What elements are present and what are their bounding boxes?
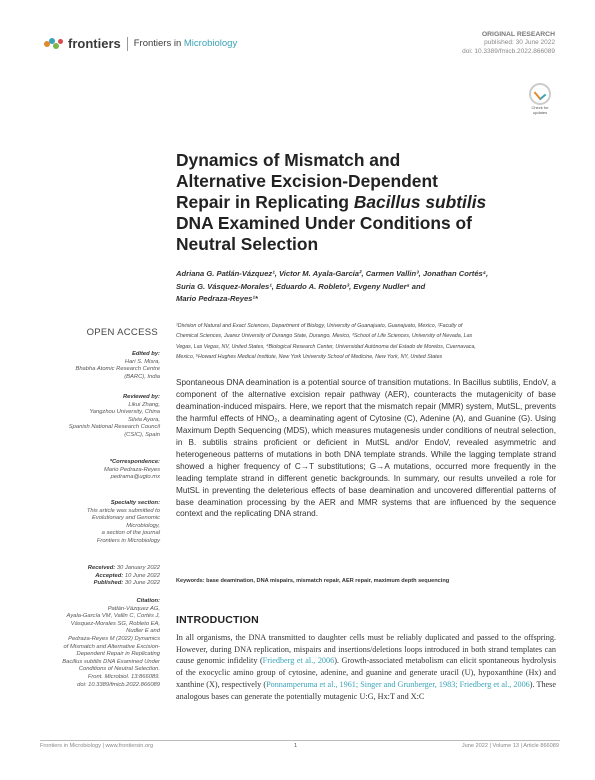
published-date-side: Published: 30 June 2022 — [93, 580, 160, 587]
specialty-label: Specialty section: — [110, 500, 160, 506]
title-line: Repair in Replicating Bacillus subtilis — [176, 192, 487, 212]
frontiers-logo[interactable] — [44, 36, 237, 51]
reviewer-line[interactable]: Silvia Ayora, — [128, 416, 160, 423]
article-meta — [462, 31, 555, 56]
received-date: Received: 30 January 2022 — [87, 565, 160, 571]
frontiers-logo-mark-icon — [44, 37, 64, 51]
citation-line: Patlán-Vázquez AG, — [107, 605, 160, 612]
affiliation-line: Vegas, Las Vegas, NV, United States, ⁴Biological Research Center, Universidad Autónoma del Estado de Morelos, Cuernavaca, — [176, 343, 476, 350]
logo-divider — [127, 37, 128, 51]
author-list — [176, 268, 556, 306]
editor-line: (BARC), India — [124, 373, 160, 380]
specialty-line: Frontiers in Microbiology — [96, 537, 160, 544]
citation-line: Ayala-García VM, Vallin C, Cortés J, — [66, 613, 160, 620]
footer-issue: June 2022 | Volume 13 | Article 866089 — [461, 743, 559, 749]
reviewed-by — [30, 394, 160, 440]
editor-line[interactable]: Hari S. Misra, — [124, 358, 160, 365]
citation-line: Front. Microbiol. 13:866089. — [87, 673, 160, 680]
affiliation-line: Chemical Sciences, Juarez University of Durango State, Durango, Mexico, ³School of Life Sciences, University of Nevada, Las — [176, 333, 473, 340]
article-type: ORIGINAL RESEARCH — [481, 31, 555, 38]
correspondent-name: Mario Pedraza-Reyes — [103, 466, 160, 473]
keywords: Keywords: base deamination, DNA mispairs, mismatch repair, AER repair, maximum depth sequencing — [176, 578, 450, 584]
citation-label: Citation: — [136, 598, 160, 604]
citation-link[interactable]: Friedberg et al., 2006 — [262, 656, 335, 666]
check-updates-icon — [529, 83, 551, 105]
authors-line[interactable]: Suria G. Vásquez-Morales¹, Eduardo A. Robleto³, Evgeny Nudler⁵ and — [176, 281, 426, 291]
page-number: 1 — [294, 743, 298, 749]
check-updates-label-2: updates — [532, 109, 548, 115]
reviewer-line[interactable]: Likui Zhang, — [128, 401, 160, 408]
citation-doi-link[interactable]: doi: 10.3389/fmicb.2022.866089 — [77, 681, 160, 688]
correspondence — [30, 459, 160, 482]
open-access-label[interactable]: OPEN ACCESS — [86, 327, 158, 338]
citation-line: Pedraza-Reyes M (2022) Dynamics — [68, 635, 160, 642]
specialty-line: This article was submitted to — [86, 507, 160, 514]
reviewed-by-label: Reviewed by: — [122, 394, 160, 400]
reviewer-line: Yangzhou University, China — [89, 409, 160, 416]
logo-word: frontiers — [68, 36, 121, 51]
citation-link[interactable]: Ponnamperuma et al., 1961; Singer and Grunberger, 1983; Friedberg et al., 2006 — [266, 679, 530, 689]
specialty-line: Microbiology, — [126, 522, 160, 529]
title-line: Alternative Excision-Dependent — [176, 171, 438, 191]
affiliation-line: ¹Division of Natural and Exact Sciences, Department of Biology, University of Guanajuato, Guanajuato, Mexico, ²Faculty of — [176, 323, 463, 329]
citation-line: of Mismatch and Alternative Excision- — [63, 643, 160, 650]
edited-by-label: Edited by: — [131, 351, 160, 357]
citation-line: Vásquez-Morales SG, Robleto EA, — [70, 620, 160, 627]
footer-divider — [40, 740, 560, 741]
introduction-text: In all organisms, the DNA transmitted to daughter cells must be reliably duplicated and passed to the offspring. However, during DNA replication, mispairs and insertions/deletions loops introduced in both strand templates can cause genomic infidelity (Friedberg et al., 2006). Growth-associated metabolism can elicit spontaneous hydrolysis of the exocyclic amino group of cytosine, adenine, and guanine and generate uracil (U), hypoxanthine (Hx) and xanthine (X), respectively (Ponnamperuma et al., 1961; Singer and Grunberger, 1983; Friedberg et al., 2006). These analogous bases can generate the potentially mutagenic U:G, Hx:T and X:C — [176, 633, 556, 701]
correspondent-email[interactable]: pedrama@ugto.mx — [110, 474, 160, 481]
title-line: Dynamics of Mismatch and — [176, 150, 401, 170]
citation-line: Conditions of Neutral Selection. — [78, 666, 160, 673]
specialty-section — [30, 500, 160, 546]
editor-line: Bhabha Atomic Research Centre — [75, 366, 160, 373]
title-line: DNA Examined Under Conditions of — [176, 213, 472, 233]
title-line: Neutral Selection — [176, 234, 319, 254]
reviewer-line: (CSIC), Spain — [124, 431, 160, 438]
citation — [30, 598, 160, 689]
citation-line: Bacillus subtilis DNA Examined Under — [62, 658, 160, 665]
authors-line[interactable]: Adriana G. Patlán-Vázquez¹, Victor M. Ayala-García², Carmen Vallin³, Jonathan Cortés⁴, — [176, 269, 489, 278]
citation-line: Dependent Repair in Replicating — [76, 651, 160, 658]
journal-name: Frontiers in Microbiology — [133, 38, 238, 49]
footer-journal[interactable]: Frontiers in Microbiology | www.frontiersin.org — [40, 743, 154, 749]
affiliation-line: Mexico, ⁵Howard Hughes Medical Institute, New York University School of Medicine, New York, NY, United States — [176, 354, 443, 361]
correspondence-label: *Correspondence: — [109, 459, 160, 465]
accepted-date: Accepted: 10 June 2022 — [95, 572, 160, 579]
authors-line[interactable]: Mario Pedraza-Reyes¹* — [176, 294, 258, 304]
check-for-updates-badge[interactable] — [527, 83, 553, 115]
section-heading-introduction: INTRODUCTION — [176, 614, 259, 626]
specialty-line: a section of the journal — [101, 530, 160, 537]
citation-line: Nudler E and — [126, 628, 160, 635]
abstract: Spontaneous DNA deamination is a potential source of transition mutations. In Bacillus subtilis, EndoV, a component of the alternative excision repair pathway (AER), counteracts the mutagenicity of base deamination-induced mispairs. Here, we report that the mismatch repair (MMR) system, MutSL, prevents the harmful effects of HNO₂, a deaminating agent of Cytosine (C), Adenine (A), and Guanine (G). Using Maximum Depth Sequencing (MDS), which measures mutagenesis under conditions of neutral selection, in B. subtilis strains proficient or deficient in MutSL and/or EndoV, revealed asymmetric and heterogeneous patterns of mutations in both DNA template strands. While the lagging template strand showed a higher frequency of C→T substitutions; G→A mutations, occurred more frequently in the leading template strand in different genetic backgrounds. In summary, our results unveiled a role for MutSL in preventing the deleterious effects of base deamination and uncovered differential patterns of base deamination processing by the AER and MMR systems that are influenced by the sequence context and the replicating DNA strand. — [176, 378, 556, 519]
specialty-line: Evolutionary and Genomic — [92, 515, 160, 522]
affiliations — [176, 321, 560, 363]
edited-by — [30, 351, 160, 381]
article-title — [176, 150, 556, 255]
article-dates — [30, 565, 160, 588]
check-updates-label: Check for — [531, 105, 549, 110]
reviewer-line: Spanish National Research Council — [68, 424, 160, 431]
doi-link[interactable]: doi: 10.3389/fmicb.2022.866089 — [462, 47, 555, 55]
published-date: published: 30 June 2022 — [484, 39, 555, 47]
